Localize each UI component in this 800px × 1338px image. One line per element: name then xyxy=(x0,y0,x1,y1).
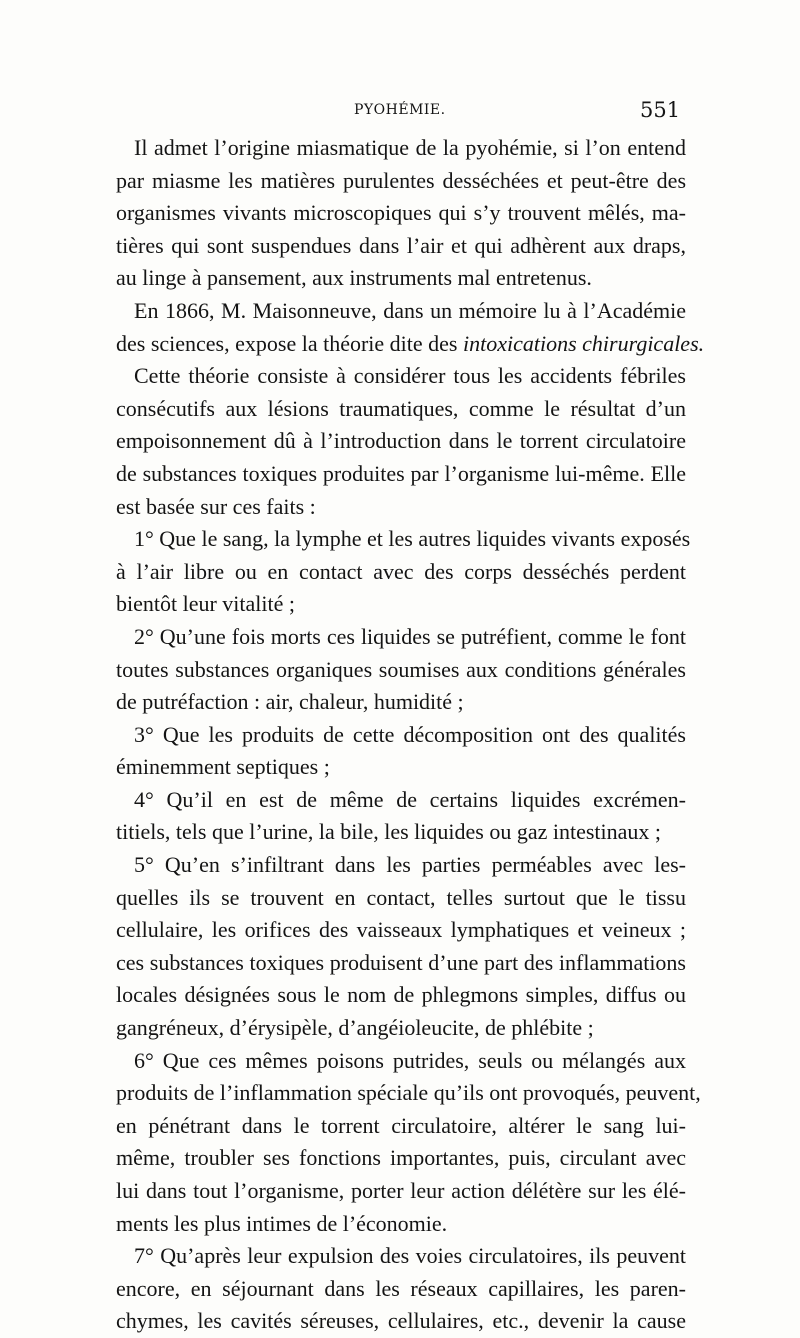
text-line: Cette théorie consiste à considérer tous les accidents fébriles xyxy=(134,363,686,389)
text-line: ces substances toxiques produisent d’une part des inflammations xyxy=(116,949,686,975)
text-line-part: des sciences, expose la théorie dite des xyxy=(116,330,458,356)
text-line xyxy=(116,328,705,361)
text-line: tières qui sont suspendues dans l’air et qui adhèrent aux draps, xyxy=(116,232,686,258)
text-line: 1° Que le sang, la lymphe et les autres liquides vivants exposés xyxy=(134,526,691,552)
text-line: de substances toxiques produites par l’organisme lui-même. Elle xyxy=(116,460,686,486)
text-line: locales désignées sous le nom de phlegmons simples, diffus ou xyxy=(116,982,686,1008)
italic-term: intoxications chirurgicales. xyxy=(462,330,705,356)
text-line: 4° Qu’il en est de même de certains liquides excrémen- xyxy=(134,786,686,812)
text-line: même, troubler ses fonctions importantes, puis, circulant avec xyxy=(116,1145,686,1171)
text-line: 5° Qu’en s’infiltrant dans les parties perméables avec les- xyxy=(134,852,686,878)
text-line: 2° Qu’une fois morts ces liquides se putréfient, comme le font xyxy=(134,623,686,649)
text-line: produits de l’inflammation spéciale qu’ils ont provoqués, peuvent, xyxy=(116,1080,701,1106)
text-line: encore, en séjournant dans les réseaux capillaires, les paren- xyxy=(116,1275,686,1301)
text-line: chymes, les cavités séreuses, cellulaires, etc., devenir la cause xyxy=(116,1308,686,1334)
text-line: quelles ils se trouvent en contact, telles surtout que le tissu xyxy=(116,884,686,910)
text-line: 3° Que les produits de cette décomposition ont des qualités xyxy=(134,721,686,747)
text-line: cellulaire, les orifices des vaisseaux lymphatiques et veineux ; xyxy=(116,917,686,943)
text-line: ments les plus intimes de l’économie. xyxy=(116,1210,448,1236)
page-number: 551 xyxy=(640,98,681,122)
text-line: 6° Que ces mêmes poisons putrides, seuls ou mélangés aux xyxy=(134,1047,686,1073)
text-line: Il admet l’origine miasmatique de la pyohémie, si l’on entend xyxy=(134,135,686,160)
running-title: PYOHÉMIE. xyxy=(354,102,446,118)
text-line: à l’air libre ou en contact avec des corps desséchés perdent xyxy=(116,558,686,584)
text-line: En 1866, M. Maisonneuve, dans un mémoire lu à l’Académie xyxy=(134,297,686,323)
text-line: consécutifs aux lésions traumatiques, comme le résultat d’un xyxy=(116,395,686,421)
text-line: bientôt leur vitalité ; xyxy=(116,591,296,617)
text-line: éminemment septiques ; xyxy=(116,754,330,780)
text-line: au linge à pansement, aux instruments mal entretenus. xyxy=(116,265,592,291)
text-line: en pénétrant dans le torrent circulatoire, altérer le sang lui- xyxy=(116,1112,686,1138)
text-line: toutes substances organiques soumises aux conditions générales xyxy=(116,656,686,682)
text-line: empoisonnement dû à l’introduction dans le torrent circulatoire xyxy=(116,428,686,454)
text-line: gangréneux, d’érysipèle, d’angéioleucite, de phlébite ; xyxy=(116,1015,594,1041)
text-line: lui dans tout l’organisme, porter leur action délétère sur les élé- xyxy=(116,1178,686,1203)
running-head xyxy=(0,98,800,122)
text-line: est basée sur ces faits : xyxy=(116,493,316,519)
text-line: 7° Qu’après leur expulsion des voies circulatoires, ils peuvent xyxy=(134,1243,686,1269)
text-line: titiels, tels que l’urine, la bile, les liquides ou gaz intestinaux ; xyxy=(116,819,661,845)
text-line: par miasme les matières purulentes desséchées et peut-être des xyxy=(116,167,686,193)
body-text xyxy=(116,132,705,1338)
text-line: organismes vivants microscopiques qui s’y trouvent mêlés, ma- xyxy=(116,200,686,226)
text-line: de putréfaction : air, chaleur, humidité ; xyxy=(116,689,464,715)
